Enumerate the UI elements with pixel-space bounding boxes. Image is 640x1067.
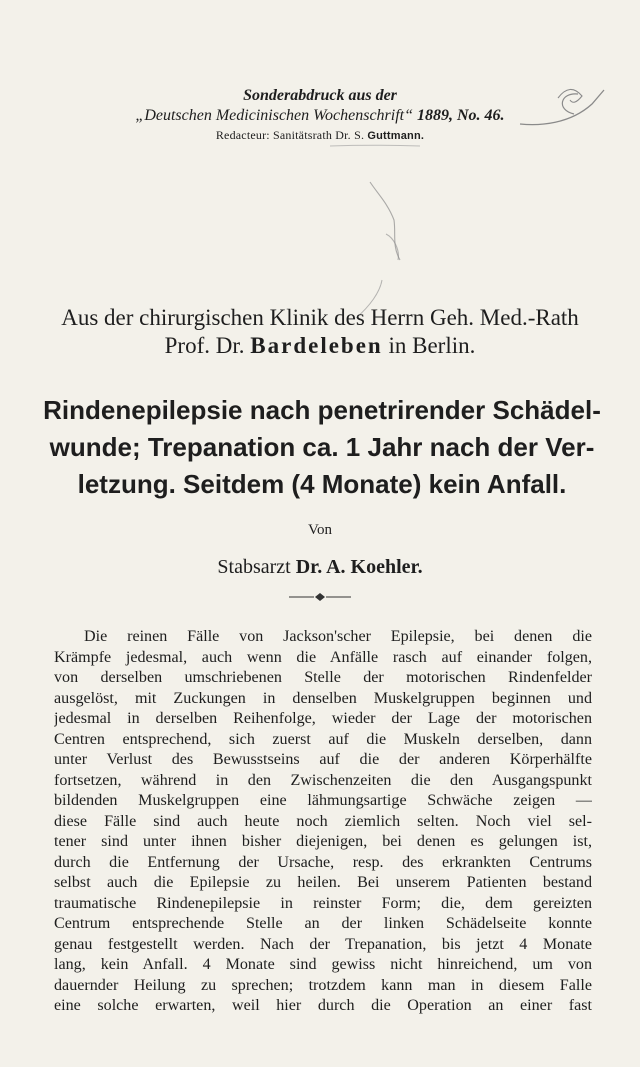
body-line: fortsetzen, während in den Zwischenzeiten die den Ausgangspunkt <box>54 771 592 789</box>
body-line: Centrum entsprechende Stelle an der linken Schädelseite konnte <box>54 915 592 932</box>
body-line: unter Verlust des Bewusstseins auf die der anderen Körperhälfte <box>54 751 592 768</box>
article-title <box>36 392 608 503</box>
clinic-city: in Berlin. <box>382 333 476 358</box>
clinic-line-2 <box>0 332 640 360</box>
body-line: jedesmal in derselben Reihenfolge, wieder der Lage der motorischen <box>54 710 592 727</box>
title-line: letzung. Seitdem (4 Monate) kein Anfall. <box>77 469 567 499</box>
author-name: Dr. A. Koehler. <box>295 556 423 578</box>
ornament-divider <box>289 592 351 602</box>
title-line: wunde; Trepanation ca. 1 Jahr nach der Ver- <box>49 432 595 462</box>
body-line: tener sind unter ihnen bisher diejenigen, bei denen es gelungen ist, <box>54 833 592 850</box>
library-stamp-mark <box>500 84 610 132</box>
body-line: von derselben umschriebenen Stelle der motorischen Rindenfelder <box>54 669 592 686</box>
author-line <box>0 556 640 579</box>
title-line: Rindenepilepsie nach penetrirender Schädel- <box>43 395 601 425</box>
editor-label: Redacteur: Sanitätsrath Dr. S. <box>215 128 368 142</box>
body-line: genau festgestellt werden. Nach der Trepanation, bis jetzt 4 Monate <box>54 935 592 953</box>
body-line: eine solche erwarten, weil hier durch die Operation an einer fast <box>54 997 592 1014</box>
author-rank: Stabsarzt <box>217 556 296 578</box>
body-line: diese Fälle sind auch heute noch ziemlich selten. Noch viel sel- <box>54 812 592 830</box>
editor-name: Guttmann. <box>367 130 425 142</box>
body-line: lang, kein Anfall. 4 Monate sind gewiss nicht hinreichend, um von <box>54 956 592 973</box>
byline-von: Von <box>308 522 332 538</box>
body-line: durch die Entfernung der Ursache, resp. des erkrankten Centrums <box>54 853 592 871</box>
journal-name: „Deutschen Medicinischen Wochenschrift“ <box>135 107 417 124</box>
article-body <box>54 627 592 1017</box>
body-line: traumatische Rindenepilepsie in reinster Form; die, dem gereizten <box>54 894 592 912</box>
body-line: ausgelöst, mit Zuckungen in denselben Muskelgruppen beginnen und <box>54 689 592 707</box>
clinic-prefix: Prof. Dr. <box>164 333 251 358</box>
body-line: bildenden Muskelgruppen eine lähmungsartige Schwäche zeigen — <box>54 792 592 809</box>
clinic-affiliation <box>0 304 640 360</box>
clinic-line-1: Aus der chirurgischen Klinik des Herrn Geh. Med.-Rath <box>61 305 579 330</box>
body-line: Centren entsprechend, sich zuerst auf die Muskeln derselben, dann <box>54 730 592 748</box>
body-line: selbst auch die Epilepsie zu heilen. Bei unserem Patienten bestand <box>54 874 592 891</box>
journal-issue: 1889, No. 46. <box>417 107 505 124</box>
body-line: Krämpfe jedesmal, auch wenn die Anfälle rasch auf einander folgen, <box>54 648 592 666</box>
body-line: dauernder Heilung zu sprechen; trotzdem kann man in diesem Falle <box>54 976 592 994</box>
faint-stamp-mark <box>330 142 420 322</box>
clinic-professor: Bardeleben <box>250 333 383 358</box>
offprint-label: Sonderabdruck aus der <box>243 87 397 104</box>
body-line: Die reinen Fälle von Jackson'scher Epilepsie, bei denen die <box>84 628 592 645</box>
